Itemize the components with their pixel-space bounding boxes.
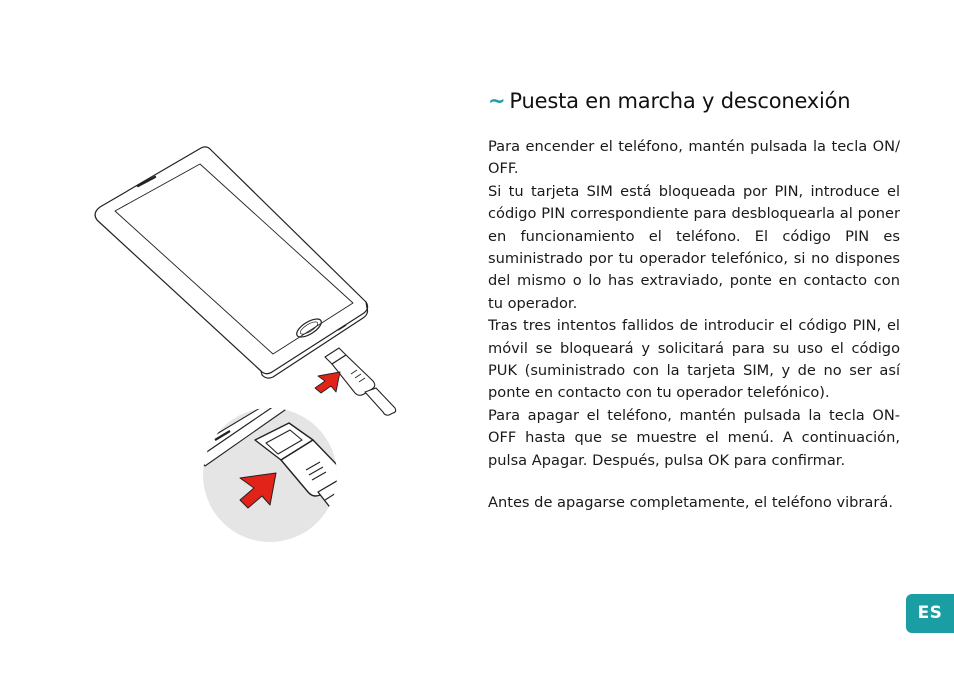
phone-drawing <box>95 147 368 378</box>
language-badge: ES <box>906 594 954 633</box>
paragraph-power-off: Para apagar el teléfono, mantén pulsada la tecla ON-OFF hasta que se muestre el menú. A continuación, pulsa Apagar. Después, pulsa OK para confirmar. <box>488 406 900 469</box>
paragraph-vibration: Antes de apagarse completamente, el teléfono vibrará. <box>488 494 893 512</box>
instructions-column <box>488 86 900 515</box>
insert-arrow-small <box>315 372 340 393</box>
zoom-detail <box>190 402 360 542</box>
section-title <box>488 86 900 116</box>
section-title-text: Puesta en marcha y desconexión <box>509 89 851 113</box>
paragraph-pin: Si tu tarjeta SIM está bloqueada por PIN, introduce el código PIN correspondiente para desbloquearla al poner en funcionamiento el teléfono. El código PIN es suministrado por tu operador telefónico, si no dispones del mismo o lo has extraviado, ponte en contacto con tu operador. <box>488 182 900 312</box>
paragraph-puk: Tras tres intentos fallidos de introducir el código PIN, el móvil se bloqueará y solicitará para su uso el código PUK (suministrado con la tarjeta SIM, y de no ser así ponte en contacto con tu operador telefónico). <box>488 317 900 402</box>
paragraph-power-on: Para encender el teléfono, mantén pulsada la tecla ON/ OFF. <box>488 138 900 178</box>
phone-charging-illustration <box>80 140 410 550</box>
heading-tilde-marker: ~ <box>488 89 506 113</box>
